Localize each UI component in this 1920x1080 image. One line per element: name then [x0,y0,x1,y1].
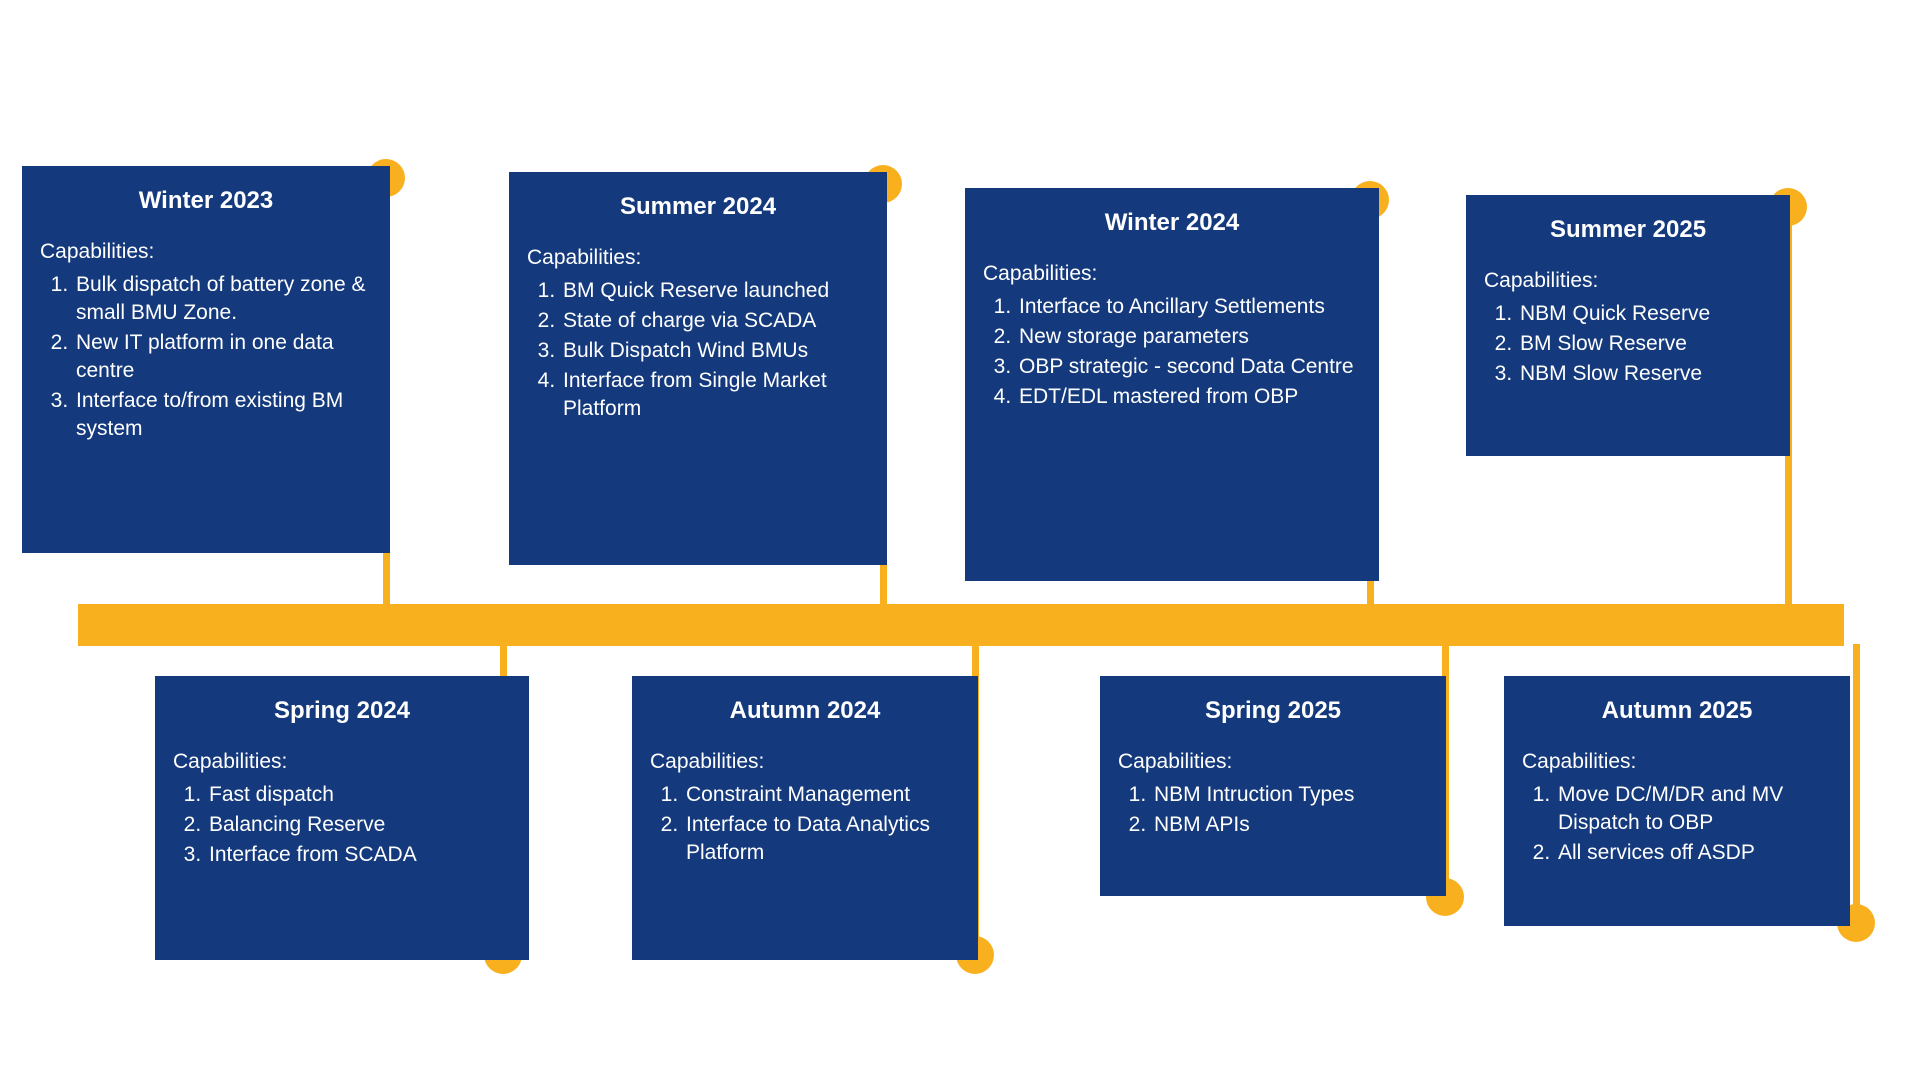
milestone-capabilities-label-winter-2024: Capabilities: [983,262,1098,285]
milestone-card-winter-2023[interactable] [22,166,390,553]
timeline-bar [78,604,1844,646]
milestone-card-spring-2025[interactable] [1100,676,1446,896]
milestone-title-spring-2025: Spring 2025 [1204,697,1342,724]
list-item: 2. New IT platform in one data centre [74,329,372,385]
list-item: 4. Interface from Single Market Platform [561,367,869,423]
list-item: 3. NBM Slow Reserve [1518,360,1772,388]
list-item: 2. BM Slow Reserve [1518,330,1772,358]
milestone-capability-list-winter-2023 [40,271,372,443]
milestone-capabilities-label-summer-2024: Capabilities: [527,246,642,269]
connector-stem-autumn-2025 [1853,644,1860,922]
milestone-capabilities-label-autumn-2024: Capabilities: [650,750,765,773]
list-item: 1. Interface to Ancillary Settlements [1017,293,1361,321]
milestone-title-autumn-2024: Autumn 2024 [729,697,881,724]
milestone-card-winter-2024[interactable] [965,188,1379,581]
list-item: 1. NBM Intruction Types [1152,781,1428,809]
list-item: 1. Bulk dispatch of battery zone & small BMU Zone. [74,271,372,327]
milestone-capabilities-label-autumn-2025: Capabilities: [1522,750,1637,773]
list-item: 3. OBP strategic - second Data Centre [1017,353,1361,381]
milestone-card-summer-2025[interactable] [1466,195,1790,456]
milestone-capability-list-winter-2024 [983,293,1361,411]
list-item: 1. Move DC/M/DR and MV Dispatch to OBP [1556,781,1832,837]
list-item: 1. Constraint Management [684,781,960,809]
milestone-capabilities-label-winter-2023: Capabilities: [40,240,155,263]
milestone-capability-list-spring-2024 [173,781,511,869]
milestone-card-autumn-2025[interactable] [1504,676,1850,926]
list-item: 3. Bulk Dispatch Wind BMUs [561,337,869,365]
list-item: 2. New storage parameters [1017,323,1361,351]
list-item: 2. State of charge via SCADA [561,307,869,335]
milestone-card-autumn-2024[interactable] [632,676,978,960]
milestone-capabilities-label-spring-2025: Capabilities: [1118,750,1233,773]
milestone-card-summer-2024[interactable] [509,172,887,565]
milestone-card-spring-2024[interactable] [155,676,529,960]
list-item: 3. Interface from SCADA [207,841,511,869]
milestone-capabilities-label-summer-2025: Capabilities: [1484,269,1599,292]
milestone-title-summer-2024: Summer 2024 [619,193,777,220]
milestone-capability-list-autumn-2024 [650,781,960,867]
milestone-capability-list-summer-2024 [527,277,869,423]
list-item: 1. NBM Quick Reserve [1518,300,1772,328]
list-item: 1. Fast dispatch [207,781,511,809]
milestone-capability-list-spring-2025 [1118,781,1428,839]
milestone-capabilities-label-spring-2024: Capabilities: [173,750,288,773]
milestone-title-autumn-2025: Autumn 2025 [1601,697,1753,724]
milestone-title-winter-2023: Winter 2023 [138,187,274,214]
milestone-title-summer-2025: Summer 2025 [1549,216,1707,243]
list-item: 2. All services off ASDP [1556,839,1832,867]
list-item: 2. Interface to Data Analytics Platform [684,811,960,867]
milestone-title-spring-2024: Spring 2024 [273,697,411,724]
list-item: 3. Interface to/from existing BM system [74,387,372,443]
milestone-capability-list-summer-2025 [1484,300,1772,388]
list-item: 2. NBM APIs [1152,811,1428,839]
milestone-capability-list-autumn-2025 [1522,781,1832,867]
list-item: 1. BM Quick Reserve launched [561,277,869,305]
list-item: 4. EDT/EDL mastered from OBP [1017,383,1361,411]
list-item: 2. Balancing Reserve [207,811,511,839]
milestone-title-winter-2024: Winter 2024 [1104,209,1240,236]
